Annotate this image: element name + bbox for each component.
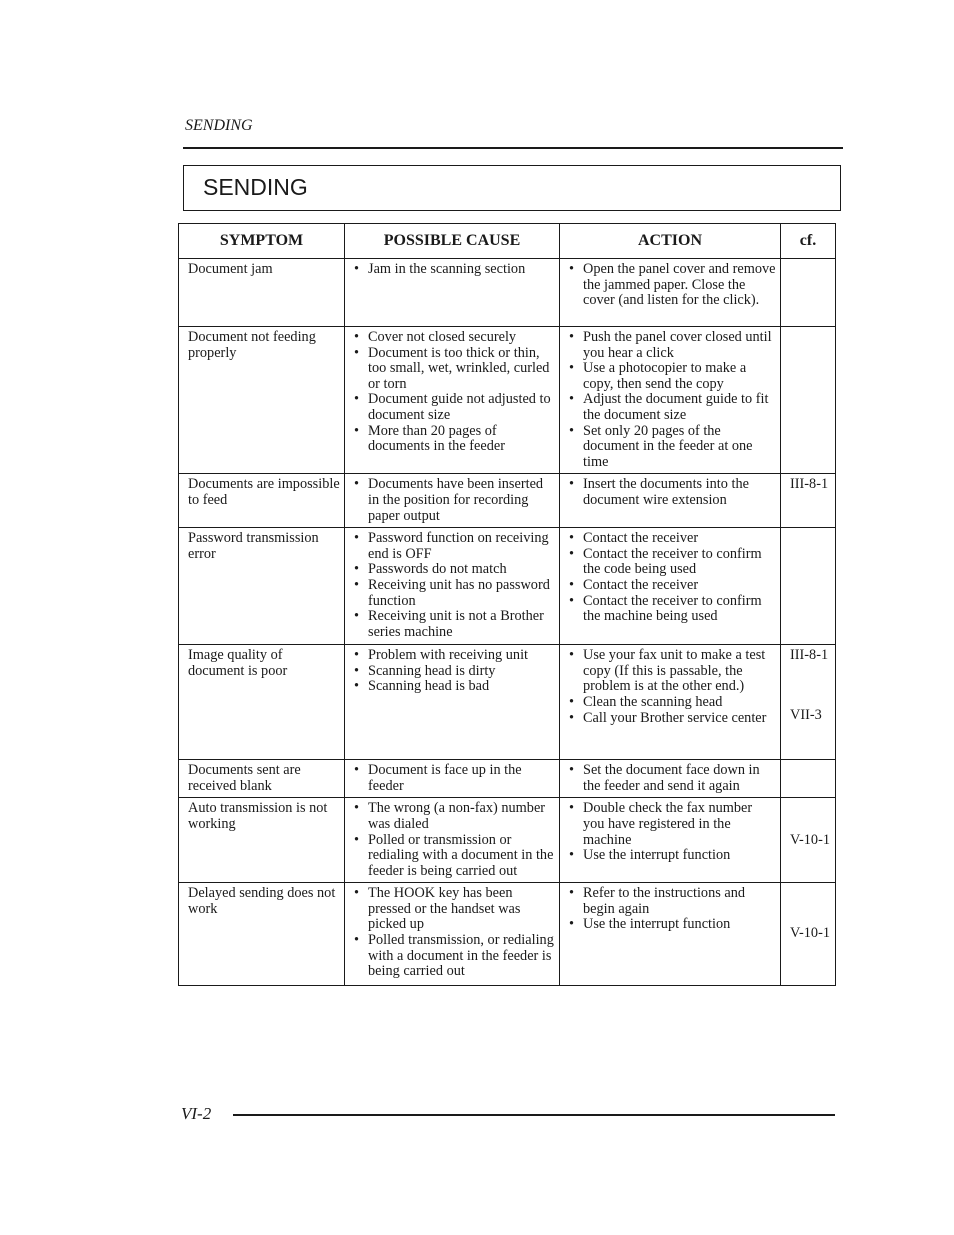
troubleshooting-table xyxy=(178,223,836,986)
ref-text: VII-3 xyxy=(790,706,822,723)
table-row xyxy=(179,645,836,760)
cause-item: • The wrong (a non-fax) number was dialed xyxy=(354,801,555,832)
cause-cell xyxy=(345,528,560,645)
symptom-cell: Documents are impossible to feed xyxy=(179,474,345,528)
action-item: • Call your Brother service center xyxy=(569,711,776,727)
action-cell xyxy=(560,645,781,760)
cause-cell xyxy=(345,883,560,986)
ref-text: V-10-1 xyxy=(790,925,830,942)
ref-cell xyxy=(781,760,836,798)
ref-text: V-10-1 xyxy=(790,831,830,848)
cause-cell-list xyxy=(354,801,555,879)
table-row xyxy=(179,883,836,986)
action-cell-list xyxy=(569,801,776,863)
action-item: • Refer to the instructions and begin again xyxy=(569,886,776,917)
action-cell-list xyxy=(569,477,776,508)
cause-item: • Document is too thick or thin, too small, wet, wrinkled, curled or torn xyxy=(354,346,555,393)
cause-cell xyxy=(345,645,560,760)
header-ref: cf. xyxy=(781,224,836,259)
cause-item: • Receiving unit has no password function xyxy=(354,578,555,609)
cause-cell xyxy=(345,327,560,474)
cause-cell-list xyxy=(354,886,555,980)
ref-cell xyxy=(781,474,836,528)
cause-cell-list xyxy=(354,648,555,695)
ref-cell xyxy=(781,645,836,760)
cause-item: • Documents have been inserted in the position for recording paper output xyxy=(354,477,555,524)
action-item: • Double check the fax number you have registered in the machine xyxy=(569,801,776,848)
cause-cell xyxy=(345,798,560,883)
action-item: • Set the document face down in the feeder and send it again xyxy=(569,763,776,794)
header-cause: POSSIBLE CAUSE xyxy=(345,224,560,259)
cause-item: • Polled or transmission or redialing with a document in the feeder is being carried out xyxy=(354,833,555,880)
ref-cell xyxy=(781,327,836,474)
cause-item: • Scanning head is bad xyxy=(354,679,555,695)
action-cell-list xyxy=(569,648,776,726)
symptom-cell: Document not feeding properly xyxy=(179,327,345,474)
cause-cell xyxy=(345,474,560,528)
action-item: • Open the panel cover and remove the jammed paper. Close the cover (and listen for the click). xyxy=(569,262,776,309)
section-title-box xyxy=(183,165,841,211)
action-item: • Push the panel cover closed until you hear a click xyxy=(569,330,776,361)
cause-item: • Polled transmission, or redialing with a document in the feeder is being carried out xyxy=(354,933,555,980)
cause-item: • Jam in the scanning section xyxy=(354,262,555,278)
cause-item: • Receiving unit is not a Brother series machine xyxy=(354,609,555,640)
table-row xyxy=(179,798,836,883)
table-row xyxy=(179,474,836,528)
ref-text: III-8-1 xyxy=(790,476,829,493)
action-cell-list xyxy=(569,886,776,933)
header-symptom: SYMPTOM xyxy=(179,224,345,259)
action-item: • Set only 20 pages of the document in the feeder at one time xyxy=(569,424,776,471)
action-item: • Contact the receiver xyxy=(569,531,776,547)
ref-cell xyxy=(781,883,836,986)
action-cell xyxy=(560,798,781,883)
action-item: • Use the interrupt function xyxy=(569,848,776,864)
cause-item: • The HOOK key has been pressed or the handset was picked up xyxy=(354,886,555,933)
symptom-cell: Document jam xyxy=(179,259,345,327)
cause-item: • Document guide not adjusted to document size xyxy=(354,392,555,423)
ref-text: III-8-1 xyxy=(790,647,829,664)
action-item: • Contact the receiver xyxy=(569,578,776,594)
action-cell-list xyxy=(569,531,776,625)
running-head: SENDING xyxy=(185,117,253,134)
action-cell xyxy=(560,327,781,474)
ref-cell xyxy=(781,528,836,645)
cause-item: • Scanning head is dirty xyxy=(354,664,555,680)
section-title: SENDING xyxy=(203,174,308,200)
symptom-cell: Auto transmission is not working xyxy=(179,798,345,883)
cause-item: • Cover not closed securely xyxy=(354,330,555,346)
cause-item: • Password function on receiving end is OFF xyxy=(354,531,555,562)
cause-cell-list xyxy=(354,330,555,455)
cause-item: • Passwords do not match xyxy=(354,562,555,578)
page-number: VI-2 xyxy=(181,1104,212,1123)
action-item: • Use your fax unit to make a test copy (If this is passable, the problem is at the other end.) xyxy=(569,648,776,695)
action-cell xyxy=(560,760,781,798)
symptom-cell: Image quality of document is poor xyxy=(179,645,345,760)
cause-cell-list xyxy=(354,531,555,640)
action-item: • Insert the documents into the document wire extension xyxy=(569,477,776,508)
cause-item: • Problem with receiving unit xyxy=(354,648,555,664)
symptom-cell: Password transmission error xyxy=(179,528,345,645)
ref-cell xyxy=(781,259,836,327)
table-header-row xyxy=(179,224,836,259)
cause-cell xyxy=(345,259,560,327)
header-rule xyxy=(183,147,843,149)
table-row xyxy=(179,327,836,474)
header-action: ACTION xyxy=(560,224,781,259)
action-item: • Contact the receiver to confirm the code being used xyxy=(569,547,776,578)
action-cell xyxy=(560,259,781,327)
action-cell-list xyxy=(569,262,776,309)
action-item: • Contact the receiver to confirm the machine being used xyxy=(569,594,776,625)
symptom-cell: Delayed sending does not work xyxy=(179,883,345,986)
ref-cell xyxy=(781,798,836,883)
action-item: • Use the interrupt function xyxy=(569,917,776,933)
table-row xyxy=(179,760,836,798)
action-item: • Adjust the document guide to fit the document size xyxy=(569,392,776,423)
action-cell-list xyxy=(569,330,776,470)
symptom-cell: Documents sent are received blank xyxy=(179,760,345,798)
action-item: • Use a photocopier to make a copy, then send the copy xyxy=(569,361,776,392)
table-row xyxy=(179,259,836,327)
action-cell xyxy=(560,528,781,645)
action-cell xyxy=(560,474,781,528)
footer-rule xyxy=(233,1114,835,1116)
table-body xyxy=(179,259,836,986)
table-row xyxy=(179,528,836,645)
cause-item: • Document is face up in the feeder xyxy=(354,763,555,794)
cause-cell-list xyxy=(354,763,555,794)
action-item: • Clean the scanning head xyxy=(569,695,776,711)
action-cell xyxy=(560,883,781,986)
cause-cell-list xyxy=(354,262,555,278)
cause-cell-list xyxy=(354,477,555,524)
cause-cell xyxy=(345,760,560,798)
cause-item: • More than 20 pages of documents in the feeder xyxy=(354,424,555,455)
action-cell-list xyxy=(569,763,776,794)
